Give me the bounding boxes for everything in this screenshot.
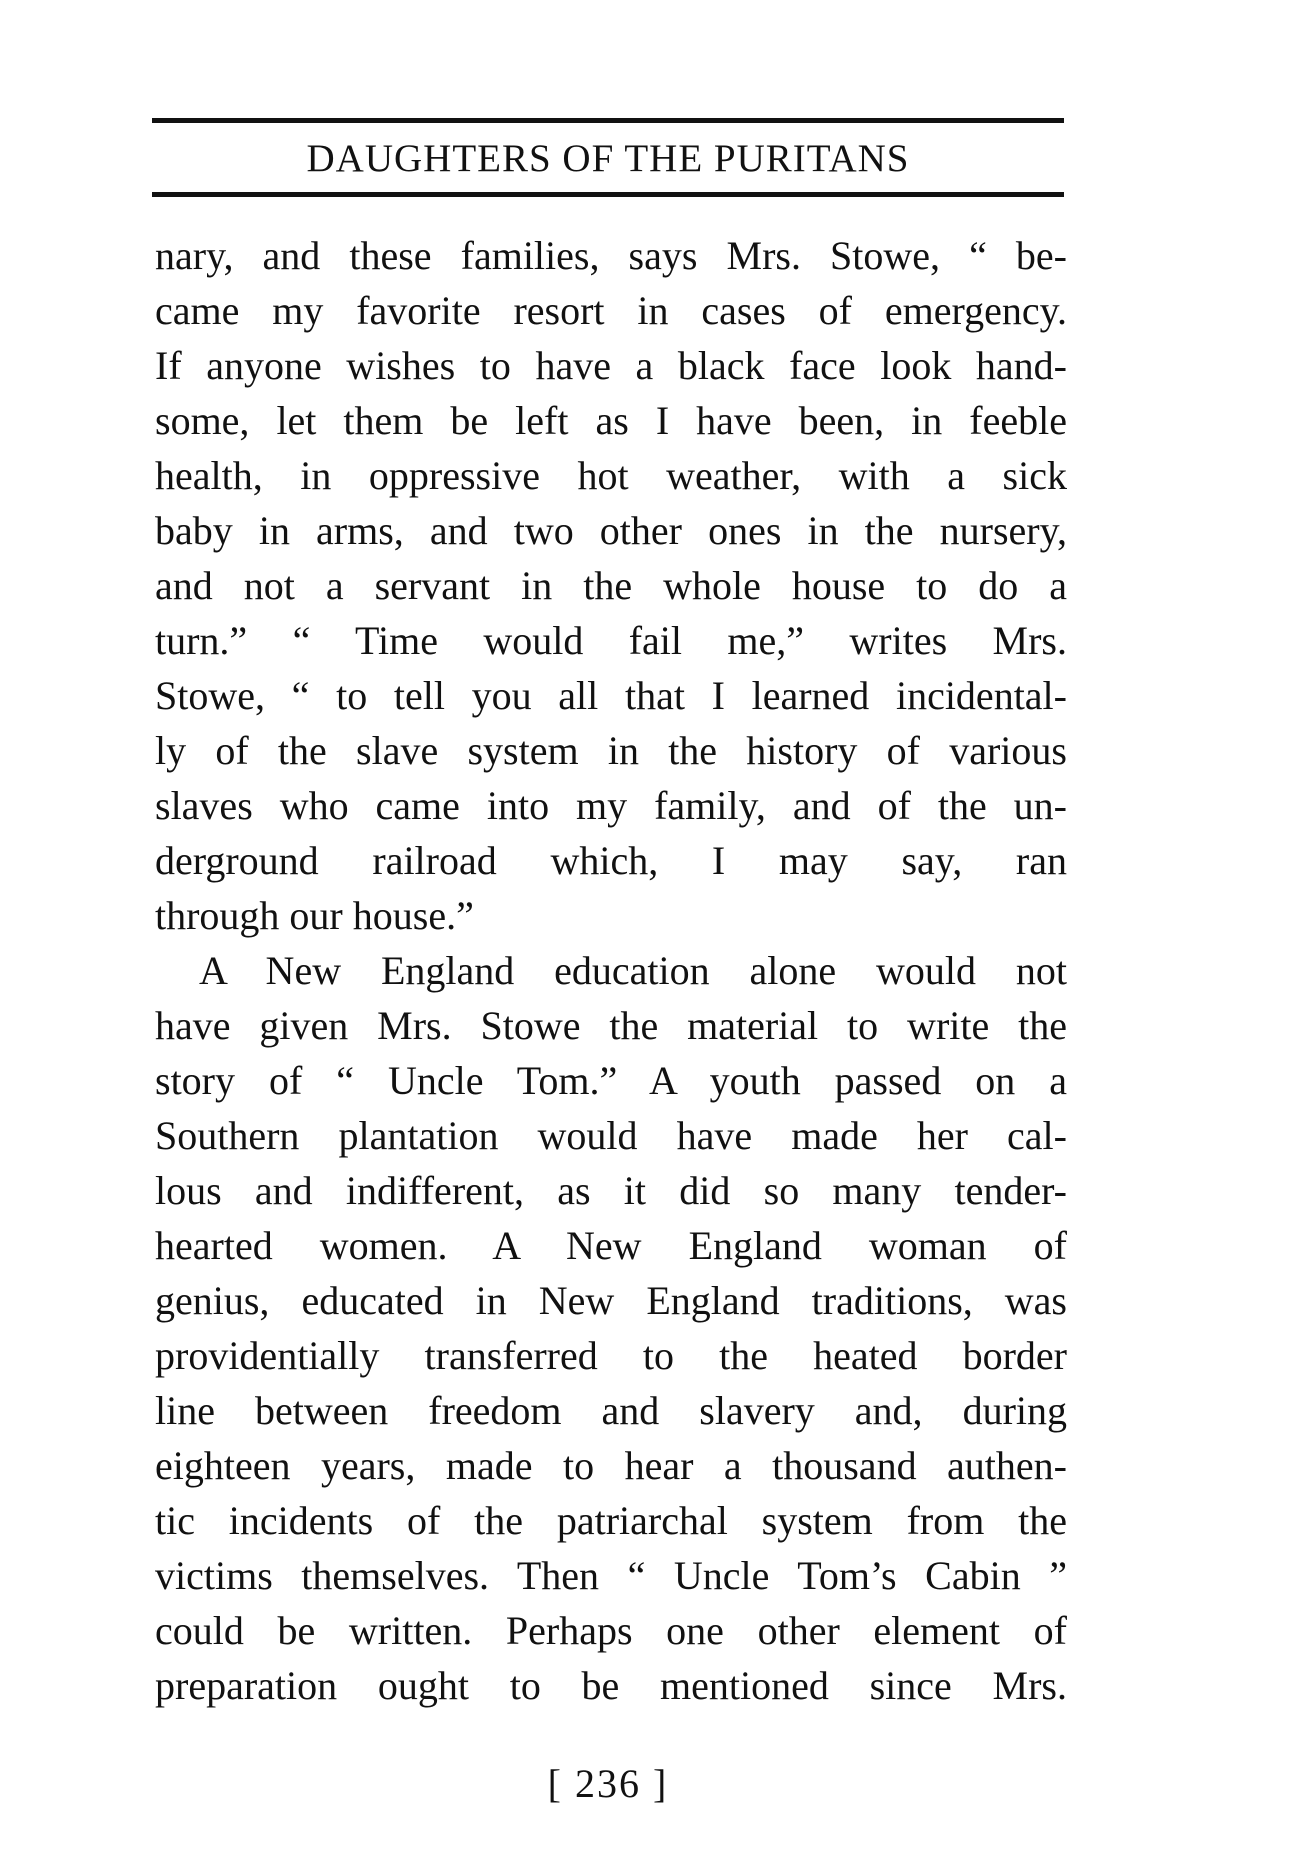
text-line: nary, and these families, says Mrs. Stowe, “ be- [155, 233, 1067, 278]
text-line: slaves who came into my family, and of the un- [155, 783, 1067, 828]
text-line: preparation ought to be mentioned since Mrs. [155, 1663, 1067, 1708]
text-line: victims themselves. Then “ Uncle Tom’s Cabin ” [155, 1553, 1067, 1598]
text-line: could be written. Perhaps one other element of [155, 1608, 1067, 1653]
running-head: DAUGHTERS OF THE PURITANS [306, 137, 910, 180]
text-line: some, let them be left as I have been, in feeble [155, 398, 1067, 443]
text-line: lous and indifferent, as it did so many tender- [155, 1168, 1067, 1213]
text-line: Southern plantation would have made her cal- [155, 1113, 1067, 1158]
text-line: derground railroad which, I may say, ran [155, 838, 1067, 883]
text-line: hearted women. A New England woman of [155, 1223, 1067, 1268]
text-line: eighteen years, made to hear a thousand authen- [155, 1443, 1067, 1488]
text-line: If anyone wishes to have a black face look hand- [155, 343, 1067, 388]
text-line: providentially transferred to the heated border [155, 1333, 1067, 1378]
body-text [155, 228, 1067, 1713]
text-line: ly of the slave system in the history of various [155, 728, 1067, 773]
text-line: have given Mrs. Stowe the material to write the [155, 1003, 1067, 1048]
paragraph-start-line: A New England education alone would not [199, 948, 1067, 993]
text-line: Stowe, “ to tell you all that I learned incidental- [155, 673, 1067, 718]
text-line: baby in arms, and two other ones in the nursery, [155, 508, 1067, 553]
text-line: tic incidents of the patriarchal system from the [155, 1498, 1067, 1543]
page-number: [ 236 ] [547, 1761, 669, 1806]
text-line: health, in oppressive hot weather, with a sick [155, 453, 1067, 498]
text-line: turn.” “ Time would fail me,” writes Mrs. [155, 618, 1067, 663]
text-line: line between freedom and slavery and, during [155, 1388, 1067, 1433]
paragraph-end-line: through our house.” [155, 893, 474, 938]
header-rule-top [152, 118, 1064, 123]
text-line: story of “ Uncle Tom.” A youth passed on a [155, 1058, 1067, 1103]
text-line: and not a servant in the whole house to do a [155, 563, 1067, 608]
text-line: genius, educated in New England traditions, was [155, 1278, 1067, 1323]
text-line: came my favorite resort in cases of emergency. [155, 288, 1067, 333]
header-rule-bottom [152, 192, 1064, 197]
